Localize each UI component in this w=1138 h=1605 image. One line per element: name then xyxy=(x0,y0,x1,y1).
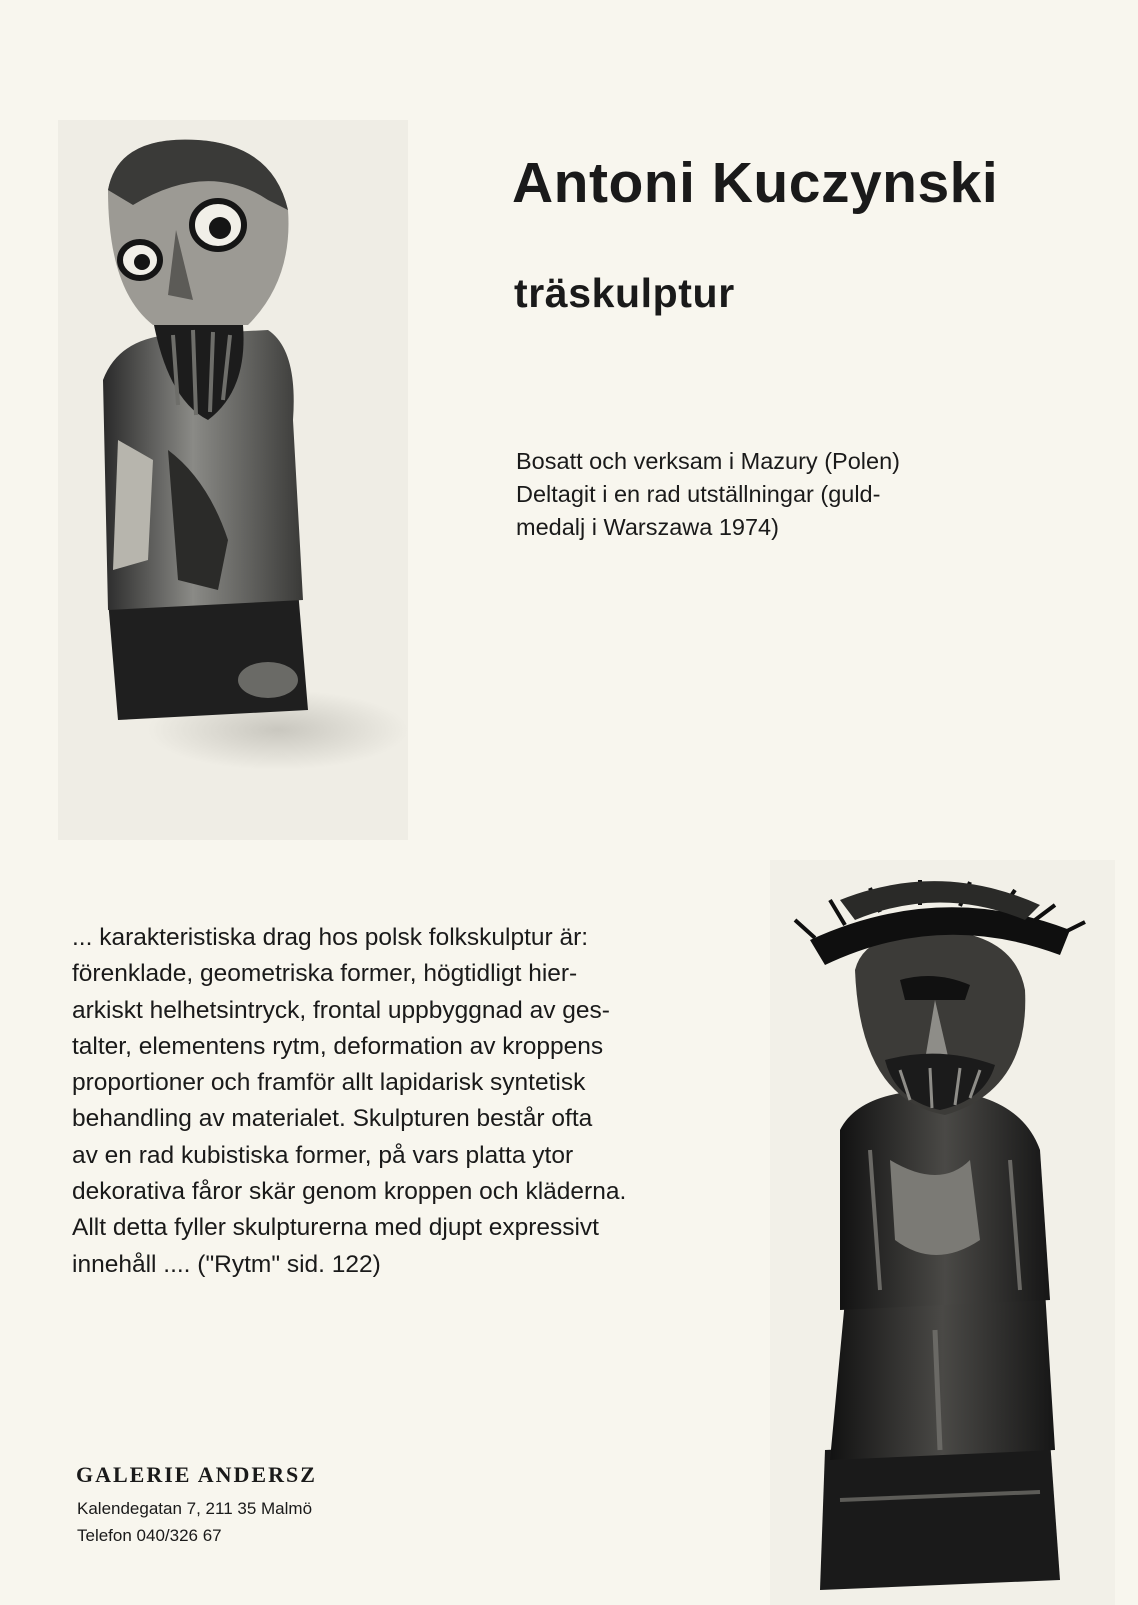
bio-line: Bosatt och verksam i Mazury (Polen) xyxy=(516,448,900,474)
gallery-phone: Telefon 040/326 67 xyxy=(77,1526,222,1545)
sculpture-photo-top xyxy=(58,120,408,840)
quote-line: dekorativa fåror skär genom kroppen och kläderna. xyxy=(72,1178,627,1206)
quote-line: proportioner och framför allt lapidarisk syntetisk xyxy=(72,1069,586,1097)
quote-line: av en rad kubistiska former, på vars platta ytor xyxy=(72,1141,574,1169)
quote-line: arkiskt helhetsintryck, frontal uppbyggnad av ges- xyxy=(72,996,610,1024)
gallery-address: Kalendegatan 7, 211 35 Malmö xyxy=(77,1499,313,1518)
quote-block xyxy=(72,920,762,1283)
crowned-figure-sculpture-icon xyxy=(770,860,1115,1605)
quote-line: behandling av materialet. Skulpturen består ofta xyxy=(72,1105,593,1133)
quote-line: innehåll .... ("Rytm" sid. 122) xyxy=(72,1250,381,1278)
bearded-figure-sculpture-icon xyxy=(58,120,408,840)
gallery-name: GALERIE ANDERSZ xyxy=(76,1462,317,1487)
bio-line: Deltagit i en rad utställningar (guld- xyxy=(516,481,881,507)
subtitle: träskulptur xyxy=(514,270,735,316)
sculpture-photo-bottom xyxy=(770,860,1115,1605)
quote-line: Allt detta fyller skulpturerna med djupt expressivt xyxy=(72,1214,599,1242)
bio-line: medalj i Warszawa 1974) xyxy=(516,514,779,540)
quote-line: förenklade, geometriska former, högtidligt hier- xyxy=(72,960,578,988)
artist-name: Antoni Kuczynski xyxy=(512,151,999,215)
quote-line: ... karakteristiska drag hos polsk folkskulptur är: xyxy=(72,924,589,951)
quote-line: talter, elementens rytm, deformation av kroppens xyxy=(72,1032,604,1060)
artist-bio xyxy=(516,445,1016,544)
